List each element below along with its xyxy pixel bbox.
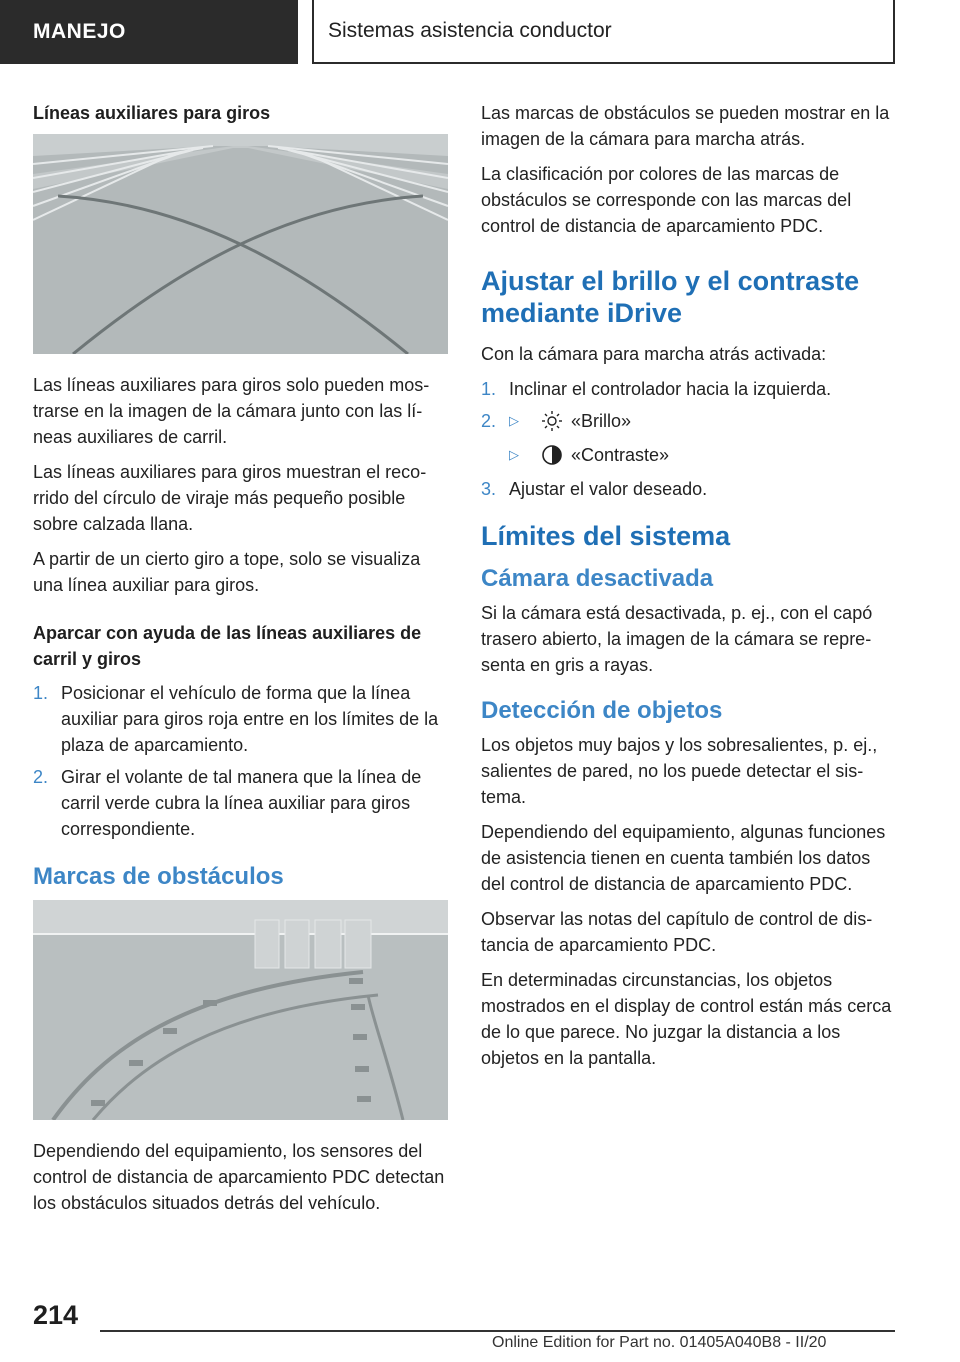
chapter-title: Sistemas asistencia conductor xyxy=(312,0,895,64)
paragraph: Las líneas auxiliares para giros muestran el recorrido del círculo de viraje más pequeño posible sobre calzada llana. xyxy=(33,462,427,534)
section-tab: MANEJO xyxy=(0,0,298,64)
list-item xyxy=(33,764,448,842)
paragraph: A partir de un cierto giro a tope, solo se visualiza una línea auxiliar para giros. xyxy=(33,549,421,595)
parking-steps xyxy=(33,680,448,842)
step-number: 2. xyxy=(481,411,497,431)
step-text: Posicionar el vehículo de forma que la línea auxiliar para giros roja entre en los límites de la plaza de aparcamiento. xyxy=(61,683,439,755)
left-column xyxy=(33,100,448,1225)
heading-obstacle-marks: Marcas de obstáculos xyxy=(33,863,284,890)
page-number: 214 xyxy=(33,1300,79,1330)
paragraph: Los objetos muy bajos y los sobresalientes, p. ej., salientes de pared, no los puede detectar el sistema. xyxy=(481,735,878,807)
paragraph: Dependiendo del equipamiento, algunas funciones de asistencia tienen en cuenta también los datos del control de distancia de aparcamiento PDC. xyxy=(481,822,886,894)
list-item xyxy=(481,376,899,402)
step-text: «Contraste» xyxy=(571,445,670,465)
idrive-steps xyxy=(481,376,899,434)
heading-brightness-contrast: Ajustar el brillo y el contraste mediante iDrive xyxy=(481,266,860,328)
contrast-icon xyxy=(541,444,563,466)
paragraph: Las marcas de obstáculos se pueden mostrar en la imagen de la cámara para marcha atrás. xyxy=(481,103,890,149)
heading-turn-lines: Líneas auxiliares para giros xyxy=(33,103,271,123)
triangle-bullet-icon: ▷ xyxy=(509,447,519,462)
idrive-steps-cont xyxy=(481,476,899,502)
right-column xyxy=(481,100,899,1080)
sub-item xyxy=(481,442,899,468)
list-item xyxy=(481,408,899,434)
heading-parking: Aparcar con ayuda de las líneas auxiliares de carril y giros xyxy=(33,623,422,669)
list-item xyxy=(481,476,899,502)
step-number: 3. xyxy=(481,479,497,499)
step-text: Girar el volante de tal manera que la línea de carril verde cubra la línea auxiliar para giros correspondiente. xyxy=(61,767,422,839)
step-text: Ajustar el valor deseado. xyxy=(509,479,708,499)
step-text: Inclinar el controlador hacia la izquierda. xyxy=(509,379,832,399)
turn-lines-figure xyxy=(33,134,448,354)
paragraph: Con la cámara para marcha atrás activada: xyxy=(481,344,827,364)
paragraph: Dependiendo del equipamiento, los sensores del control de distancia de aparcamiento PDC detectan los obstáculos situados detrás del vehículo. xyxy=(33,1141,445,1213)
paragraph: La clasificación por colores de las marcas de obstáculos se corresponde con las marcas del control de distancia de aparcamiento PDC. xyxy=(481,164,852,236)
list-item xyxy=(33,680,448,758)
step-number: 2. xyxy=(33,767,49,787)
step-number: 1. xyxy=(481,379,497,399)
heading-system-limits: Límites del sistema xyxy=(481,521,731,551)
footer-divider xyxy=(100,1330,895,1332)
step-text: «Brillo» xyxy=(571,411,632,431)
paragraph: Si la cámara está desactivada, p. ej., con el capó trasero abierto, la imagen de la cámara se representa en gris a rayas. xyxy=(481,603,873,675)
paragraph: En determinadas circunstancias, los objetos mostrados en el display de control están más cerca de lo que parece. No juzgar la distancia a los objetos en la pantalla. xyxy=(481,970,892,1068)
heading-object-detection: Detección de objetos xyxy=(481,697,723,724)
edition-note: Online Edition for Part no. 01405A040B8 - II/20 xyxy=(492,1334,827,1351)
obstacle-marks-figure xyxy=(33,900,448,1120)
brightness-icon xyxy=(541,410,563,432)
triangle-bullet-icon: ▷ xyxy=(509,413,519,428)
paragraph: Observar las notas del capítulo de control de distancia de aparcamiento PDC. xyxy=(481,909,873,955)
paragraph: Las líneas auxiliares para giros solo pueden mostrarse en la imagen de la cámara junto con las líneas auxiliares de carril. xyxy=(33,375,430,447)
step-number: 1. xyxy=(33,683,49,703)
heading-camera-disabled: Cámara desactivada xyxy=(481,565,714,592)
